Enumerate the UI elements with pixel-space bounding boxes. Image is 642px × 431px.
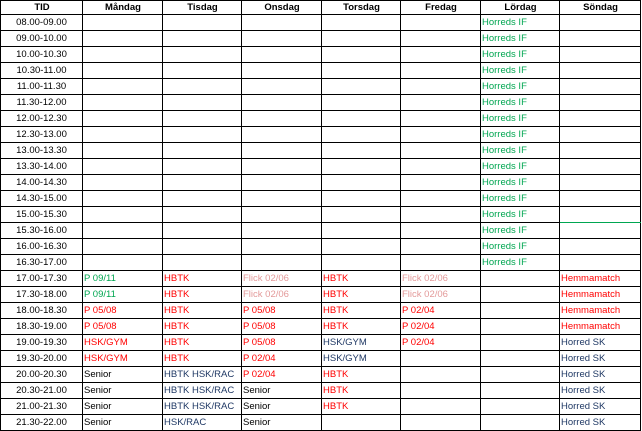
schedule-cell[interactable]: HBTK bbox=[163, 335, 242, 351]
schedule-cell[interactable]: Horred SK bbox=[560, 399, 641, 415]
schedule-cell[interactable] bbox=[401, 47, 481, 63]
schedule-cell[interactable] bbox=[560, 191, 641, 207]
schedule-cell[interactable]: P 09/11 bbox=[83, 287, 163, 303]
schedule-cell[interactable] bbox=[163, 143, 242, 159]
schedule-cell[interactable] bbox=[322, 143, 401, 159]
time-slot-cell[interactable]: 13.00-13.30 bbox=[1, 143, 83, 159]
table-row bbox=[1, 47, 641, 63]
schedule-cell[interactable] bbox=[401, 207, 481, 223]
time-slot-cell[interactable]: 18.00-18.30 bbox=[1, 303, 83, 319]
schedule-cell[interactable] bbox=[322, 223, 401, 239]
schedule-cell[interactable]: HBTK bbox=[163, 287, 242, 303]
schedule-cell[interactable] bbox=[560, 255, 641, 271]
schedule-cell[interactable] bbox=[242, 255, 322, 271]
schedule-cell[interactable]: Horreds IF bbox=[481, 127, 560, 143]
table-row bbox=[1, 127, 641, 143]
table-row bbox=[1, 271, 641, 287]
schedule-cell[interactable]: Horreds IF bbox=[481, 31, 560, 47]
time-slot-cell[interactable]: 17.00-17.30 bbox=[1, 271, 83, 287]
time-slot-cell[interactable]: 12.30-13.00 bbox=[1, 127, 83, 143]
schedule-cell[interactable]: HSK/GYM bbox=[322, 351, 401, 367]
schedule-cell[interactable]: HBTK HSK/RAC bbox=[163, 399, 242, 415]
time-slot-cell[interactable]: 16.30-17.00 bbox=[1, 255, 83, 271]
time-slot-cell[interactable]: 14.30-15.00 bbox=[1, 191, 83, 207]
schedule-cell[interactable] bbox=[83, 239, 163, 255]
table-row bbox=[1, 207, 641, 223]
schedule-cell[interactable] bbox=[242, 159, 322, 175]
schedule-cell[interactable] bbox=[481, 383, 560, 399]
schedule-cell[interactable]: Horreds IF bbox=[481, 95, 560, 111]
schedule-body bbox=[1, 15, 641, 431]
time-slot-cell[interactable]: 11.30-12.00 bbox=[1, 95, 83, 111]
column-header-day[interactable]: Måndag bbox=[83, 1, 163, 15]
table-row bbox=[1, 79, 641, 95]
column-header-time[interactable]: TID bbox=[1, 1, 83, 15]
schedule-cell[interactable]: Flick 02/06 bbox=[242, 271, 322, 287]
schedule-cell[interactable] bbox=[83, 191, 163, 207]
schedule-cell[interactable] bbox=[242, 63, 322, 79]
time-slot-cell[interactable]: 10.30-11.00 bbox=[1, 63, 83, 79]
schedule-cell[interactable] bbox=[560, 175, 641, 191]
schedule-cell[interactable]: HBTK bbox=[322, 367, 401, 383]
schedule-cell[interactable] bbox=[163, 79, 242, 95]
schedule-cell[interactable] bbox=[83, 159, 163, 175]
time-slot-cell[interactable]: 14.00-14.30 bbox=[1, 175, 83, 191]
schedule-cell[interactable] bbox=[83, 31, 163, 47]
schedule-cell[interactable] bbox=[401, 383, 481, 399]
schedule-cell[interactable]: Hemmamatch bbox=[560, 319, 641, 335]
time-slot-cell[interactable]: 11.00-11.30 bbox=[1, 79, 83, 95]
schedule-cell[interactable] bbox=[83, 255, 163, 271]
schedule-cell[interactable] bbox=[83, 175, 163, 191]
time-slot-cell[interactable]: 16.00-16.30 bbox=[1, 239, 83, 255]
schedule-cell[interactable]: Horreds IF bbox=[481, 15, 560, 31]
schedule-cell[interactable] bbox=[401, 95, 481, 111]
schedule-cell[interactable] bbox=[322, 191, 401, 207]
table-row bbox=[1, 415, 641, 431]
schedule-cell[interactable]: Flick 02/06 bbox=[401, 287, 481, 303]
time-slot-cell[interactable]: 15.00-15.30 bbox=[1, 207, 83, 223]
time-slot-cell[interactable]: 19.00-19.30 bbox=[1, 335, 83, 351]
schedule-cell[interactable] bbox=[560, 223, 641, 239]
schedule-cell[interactable]: Senior bbox=[83, 367, 163, 383]
schedule-cell[interactable]: Horred SK bbox=[560, 415, 641, 431]
schedule-cell[interactable] bbox=[401, 79, 481, 95]
schedule-cell[interactable] bbox=[401, 15, 481, 31]
table-row bbox=[1, 223, 641, 239]
time-slot-cell[interactable]: 20.00-20.30 bbox=[1, 367, 83, 383]
schedule-cell[interactable] bbox=[560, 127, 641, 143]
table-row bbox=[1, 351, 641, 367]
time-slot-cell[interactable]: 18.30-19.00 bbox=[1, 319, 83, 335]
schedule-cell[interactable]: HBTK bbox=[163, 319, 242, 335]
schedule-cell[interactable]: Hemmamatch bbox=[560, 271, 641, 287]
schedule-cell[interactable] bbox=[322, 127, 401, 143]
schedule-cell[interactable]: HSK/GYM bbox=[83, 335, 163, 351]
schedule-cell[interactable] bbox=[242, 95, 322, 111]
schedule-cell[interactable]: Senior bbox=[242, 399, 322, 415]
table-row bbox=[1, 239, 641, 255]
schedule-cell[interactable]: HBTK HSK/RAC bbox=[163, 367, 242, 383]
table-row bbox=[1, 31, 641, 47]
schedule-cell[interactable]: Horreds IF bbox=[481, 63, 560, 79]
schedule-cell[interactable] bbox=[163, 47, 242, 63]
schedule-cell[interactable] bbox=[401, 175, 481, 191]
schedule-cell[interactable] bbox=[242, 31, 322, 47]
schedule-cell[interactable] bbox=[322, 79, 401, 95]
time-slot-cell[interactable]: 08.00-09.00 bbox=[1, 15, 83, 31]
schedule-cell[interactable]: HBTK bbox=[322, 383, 401, 399]
schedule-cell[interactable]: HBTK bbox=[322, 399, 401, 415]
time-slot-cell[interactable]: 13.30-14.00 bbox=[1, 159, 83, 175]
schedule-cell[interactable] bbox=[401, 31, 481, 47]
schedule-cell[interactable] bbox=[242, 47, 322, 63]
schedule-cell[interactable]: HBTK bbox=[322, 303, 401, 319]
time-slot-cell[interactable]: 20.30-21.00 bbox=[1, 383, 83, 399]
schedule-cell[interactable] bbox=[560, 111, 641, 127]
schedule-cell[interactable] bbox=[163, 63, 242, 79]
schedule-cell[interactable] bbox=[163, 239, 242, 255]
column-header-day[interactable]: Fredag bbox=[401, 1, 481, 15]
schedule-cell[interactable] bbox=[242, 111, 322, 127]
table-row bbox=[1, 335, 641, 351]
schedule-cell[interactable]: Horred SK bbox=[560, 383, 641, 399]
schedule-cell[interactable] bbox=[401, 63, 481, 79]
schedule-cell[interactable]: Senior bbox=[242, 383, 322, 399]
schedule-cell[interactable]: Horreds IF bbox=[481, 111, 560, 127]
schedule-cell[interactable]: Hemmamatch bbox=[560, 303, 641, 319]
schedule-cell[interactable] bbox=[322, 175, 401, 191]
table-row bbox=[1, 367, 641, 383]
schedule-cell[interactable]: P 09/11 bbox=[83, 271, 163, 287]
schedule-cell[interactable] bbox=[481, 335, 560, 351]
schedule-cell[interactable]: Horreds IF bbox=[481, 255, 560, 271]
schedule-cell[interactable] bbox=[401, 415, 481, 431]
time-slot-cell[interactable]: 19.30-20.00 bbox=[1, 351, 83, 367]
schedule-cell[interactable]: Horreds IF bbox=[481, 143, 560, 159]
schedule-cell[interactable] bbox=[83, 223, 163, 239]
schedule-cell[interactable] bbox=[322, 111, 401, 127]
schedule-cell[interactable] bbox=[163, 111, 242, 127]
schedule-cell[interactable]: Hemmamatch bbox=[560, 287, 641, 303]
time-slot-cell[interactable]: 21.00-21.30 bbox=[1, 399, 83, 415]
schedule-cell[interactable]: Horred SK bbox=[560, 351, 641, 367]
schedule-cell[interactable] bbox=[163, 207, 242, 223]
schedule-cell[interactable]: Horreds IF bbox=[481, 79, 560, 95]
header-row bbox=[1, 1, 641, 15]
column-header-day[interactable]: Tisdag bbox=[163, 1, 242, 15]
schedule-cell[interactable] bbox=[83, 127, 163, 143]
schedule-cell[interactable]: Horred SK bbox=[560, 335, 641, 351]
schedule-cell[interactable]: Horreds IF bbox=[481, 223, 560, 239]
schedule-cell[interactable] bbox=[481, 351, 560, 367]
schedule-cell[interactable] bbox=[481, 271, 560, 287]
schedule-cell[interactable] bbox=[401, 223, 481, 239]
schedule-cell[interactable] bbox=[163, 191, 242, 207]
schedule-cell[interactable] bbox=[481, 319, 560, 335]
schedule-cell[interactable] bbox=[242, 127, 322, 143]
time-slot-cell[interactable]: 10.00-10.30 bbox=[1, 47, 83, 63]
schedule-cell[interactable] bbox=[322, 47, 401, 63]
schedule-cell[interactable] bbox=[322, 159, 401, 175]
schedule-cell[interactable] bbox=[163, 127, 242, 143]
schedule-cell[interactable] bbox=[242, 191, 322, 207]
schedule-cell[interactable]: Horreds IF bbox=[481, 239, 560, 255]
table-row bbox=[1, 319, 641, 335]
schedule-cell[interactable] bbox=[401, 399, 481, 415]
schedule-cell[interactable]: HBTK bbox=[322, 271, 401, 287]
schedule-cell[interactable]: P 02/04 bbox=[401, 319, 481, 335]
schedule-cell[interactable]: HBTK bbox=[322, 287, 401, 303]
schedule-cell[interactable] bbox=[401, 143, 481, 159]
schedule-cell[interactable]: P 05/08 bbox=[83, 319, 163, 335]
table-row bbox=[1, 255, 641, 271]
schedule-cell[interactable] bbox=[163, 175, 242, 191]
table-row bbox=[1, 287, 641, 303]
schedule-cell[interactable] bbox=[322, 15, 401, 31]
time-slot-cell[interactable]: 09.00-10.00 bbox=[1, 31, 83, 47]
schedule-cell[interactable] bbox=[242, 15, 322, 31]
schedule-cell[interactable]: HBTK HSK/RAC bbox=[163, 383, 242, 399]
schedule-cell[interactable]: HSK/GYM bbox=[322, 335, 401, 351]
schedule-cell[interactable] bbox=[322, 207, 401, 223]
schedule-cell[interactable]: P 05/08 bbox=[242, 319, 322, 335]
schedule-cell[interactable] bbox=[401, 127, 481, 143]
column-header-day[interactable]: Lördag bbox=[481, 1, 560, 15]
schedule-cell[interactable] bbox=[163, 255, 242, 271]
schedule-cell[interactable] bbox=[481, 367, 560, 383]
schedule-cell[interactable] bbox=[560, 63, 641, 79]
schedule-cell[interactable] bbox=[83, 63, 163, 79]
table-row bbox=[1, 143, 641, 159]
schedule-cell[interactable] bbox=[242, 175, 322, 191]
schedule-cell[interactable] bbox=[322, 415, 401, 431]
schedule-cell[interactable] bbox=[481, 415, 560, 431]
schedule-cell[interactable] bbox=[560, 159, 641, 175]
schedule-cell[interactable] bbox=[560, 143, 641, 159]
schedule-cell[interactable] bbox=[401, 255, 481, 271]
schedule-cell[interactable] bbox=[401, 367, 481, 383]
schedule-cell[interactable]: P 02/04 bbox=[401, 303, 481, 319]
schedule-cell[interactable] bbox=[401, 111, 481, 127]
schedule-cell[interactable]: P 02/04 bbox=[242, 367, 322, 383]
schedule-cell[interactable]: P 02/04 bbox=[401, 335, 481, 351]
schedule-cell[interactable] bbox=[322, 255, 401, 271]
time-slot-cell[interactable]: 12.00-12.30 bbox=[1, 111, 83, 127]
schedule-cell[interactable] bbox=[322, 31, 401, 47]
selected-cell[interactable] bbox=[560, 207, 641, 223]
column-header-day[interactable]: Torsdag bbox=[322, 1, 401, 15]
schedule-cell[interactable]: Horreds IF bbox=[481, 175, 560, 191]
schedule-cell[interactable]: Horreds IF bbox=[481, 191, 560, 207]
schedule-cell[interactable]: HBTK bbox=[163, 271, 242, 287]
time-slot-cell[interactable]: 15.30-16.00 bbox=[1, 223, 83, 239]
schedule-cell[interactable]: Flick 02/06 bbox=[242, 287, 322, 303]
schedule-cell[interactable] bbox=[242, 223, 322, 239]
schedule-cell[interactable] bbox=[322, 95, 401, 111]
schedule-cell[interactable]: P 05/08 bbox=[83, 303, 163, 319]
schedule-cell[interactable] bbox=[163, 31, 242, 47]
column-header-day[interactable]: Onsdag bbox=[242, 1, 322, 15]
schedule-cell[interactable] bbox=[401, 239, 481, 255]
schedule-cell[interactable]: Senior bbox=[83, 399, 163, 415]
schedule-cell[interactable]: Horreds IF bbox=[481, 47, 560, 63]
schedule-cell[interactable] bbox=[322, 239, 401, 255]
schedule-cell[interactable] bbox=[560, 79, 641, 95]
schedule-cell[interactable] bbox=[242, 239, 322, 255]
schedule-cell[interactable]: P 05/08 bbox=[242, 303, 322, 319]
schedule-cell[interactable] bbox=[322, 63, 401, 79]
table-row bbox=[1, 383, 641, 399]
schedule-cell[interactable]: P 02/04 bbox=[242, 351, 322, 367]
schedule-cell[interactable] bbox=[560, 15, 641, 31]
table-row bbox=[1, 191, 641, 207]
schedule-cell[interactable] bbox=[481, 287, 560, 303]
table-row bbox=[1, 95, 641, 111]
schedule-cell[interactable] bbox=[83, 95, 163, 111]
time-slot-cell[interactable]: 21.30-22.00 bbox=[1, 415, 83, 431]
schedule-cell[interactable] bbox=[163, 15, 242, 31]
schedule-cell[interactable]: Senior bbox=[83, 415, 163, 431]
schedule-cell[interactable] bbox=[242, 207, 322, 223]
schedule-cell[interactable] bbox=[163, 95, 242, 111]
schedule-cell[interactable]: Senior bbox=[242, 415, 322, 431]
schedule-cell[interactable]: Horred SK bbox=[560, 367, 641, 383]
schedule-cell[interactable] bbox=[560, 95, 641, 111]
table-row bbox=[1, 15, 641, 31]
table-row bbox=[1, 303, 641, 319]
schedule-cell[interactable] bbox=[560, 47, 641, 63]
schedule-cell[interactable] bbox=[83, 79, 163, 95]
table-row bbox=[1, 159, 641, 175]
schedule-cell[interactable] bbox=[401, 159, 481, 175]
table-row bbox=[1, 111, 641, 127]
schedule-cell[interactable]: HBTK bbox=[322, 319, 401, 335]
schedule-cell[interactable]: HSK/RAC bbox=[163, 415, 242, 431]
schedule-cell[interactable] bbox=[83, 207, 163, 223]
schedule-cell[interactable] bbox=[401, 351, 481, 367]
schedule-cell[interactable]: Senior bbox=[83, 383, 163, 399]
schedule-cell[interactable]: Horreds IF bbox=[481, 207, 560, 223]
schedule-cell[interactable]: P 05/08 bbox=[242, 335, 322, 351]
schedule-cell[interactable]: HSK/GYM bbox=[83, 351, 163, 367]
schedule-cell[interactable] bbox=[560, 31, 641, 47]
schedule-cell[interactable] bbox=[242, 79, 322, 95]
column-header-day[interactable]: Söndag bbox=[560, 1, 641, 15]
schedule-cell[interactable] bbox=[560, 239, 641, 255]
schedule-cell[interactable] bbox=[83, 47, 163, 63]
table-row bbox=[1, 399, 641, 415]
schedule-cell[interactable] bbox=[163, 159, 242, 175]
schedule-cell[interactable]: Horreds IF bbox=[481, 159, 560, 175]
table-row bbox=[1, 63, 641, 79]
schedule-cell[interactable] bbox=[481, 303, 560, 319]
schedule-cell[interactable] bbox=[481, 399, 560, 415]
schedule-cell[interactable]: HBTK bbox=[163, 351, 242, 367]
schedule-cell[interactable]: HBTK bbox=[163, 303, 242, 319]
schedule-cell[interactable] bbox=[242, 143, 322, 159]
schedule-cell[interactable] bbox=[163, 223, 242, 239]
schedule-cell[interactable] bbox=[401, 191, 481, 207]
schedule-cell[interactable] bbox=[83, 143, 163, 159]
time-slot-cell[interactable]: 17.30-18.00 bbox=[1, 287, 83, 303]
schedule-cell[interactable]: Flick 02/06 bbox=[401, 271, 481, 287]
table-row bbox=[1, 175, 641, 191]
schedule-cell[interactable] bbox=[83, 111, 163, 127]
schedule-cell[interactable] bbox=[83, 15, 163, 31]
